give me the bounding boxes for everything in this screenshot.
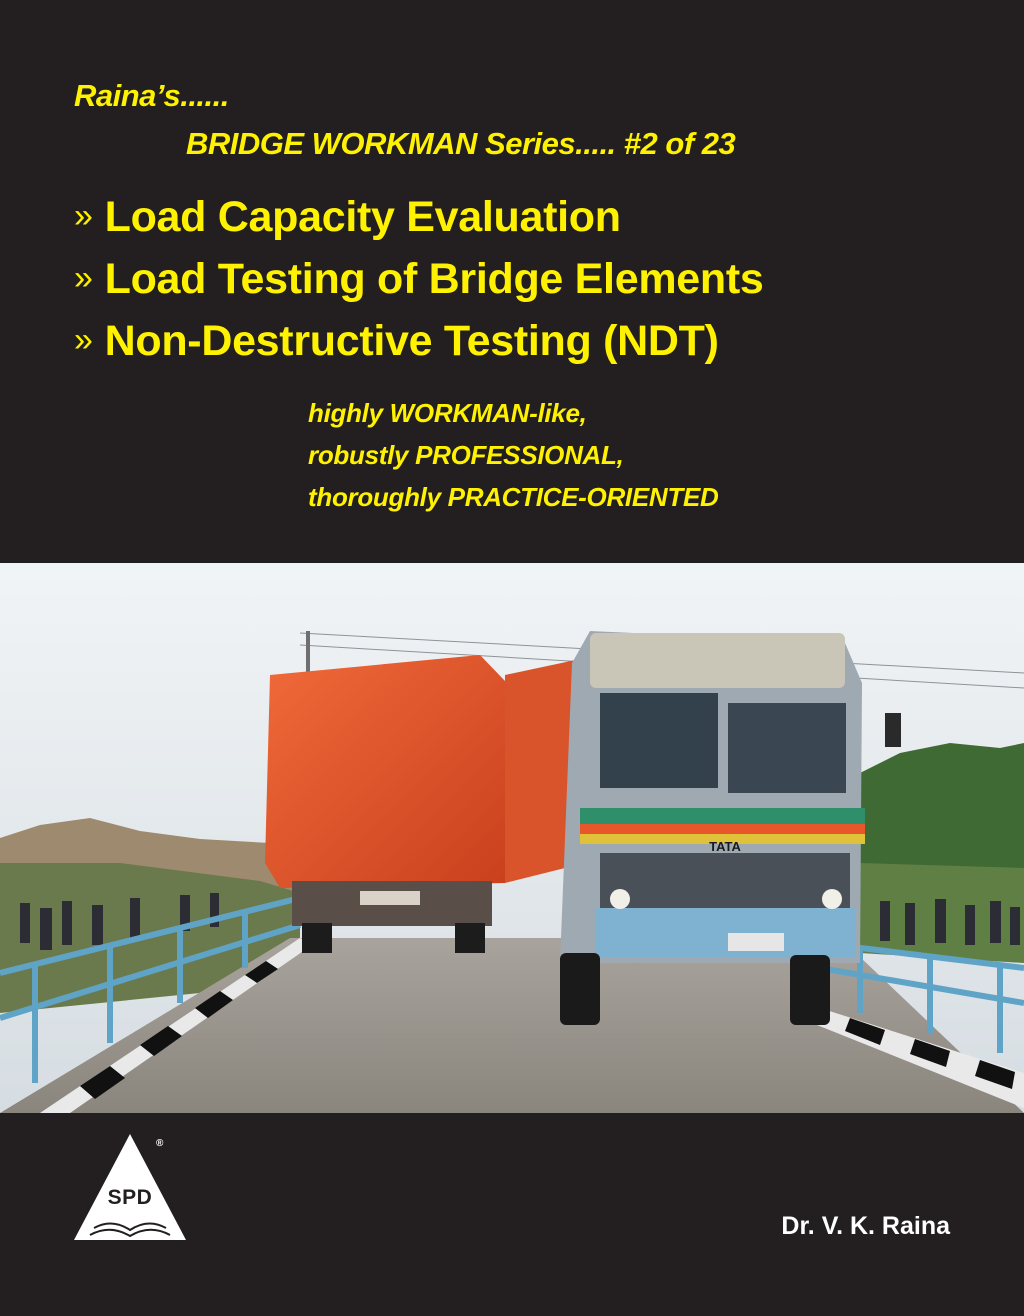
topic-item: [74, 186, 763, 248]
author-prefix: Raina’s......: [74, 78, 229, 113]
author-name: Dr. V. K. Raina: [781, 1212, 950, 1240]
topic-label: Non-Destructive Testing (NDT): [104, 317, 719, 365]
topic-item: [74, 248, 763, 310]
truck-rear: [265, 655, 505, 953]
registered-mark: ®: [156, 1138, 164, 1149]
publisher-logo: [72, 1132, 188, 1244]
tagline: thoroughly PRACTICE-ORIENTED: [308, 482, 719, 512]
truck-badge: TATA: [709, 839, 741, 854]
series-title: BRIDGE WORKMAN Series..... #2 of 23: [186, 126, 736, 161]
cover-photo-trucks-on-bridge: [0, 563, 1024, 1113]
topic-list: [74, 186, 763, 372]
topic-label: Load Capacity Evaluation: [104, 193, 621, 241]
topic-item: [74, 310, 763, 372]
publisher-logo-text: SPD: [107, 1186, 153, 1209]
bullet-icon: »: [74, 321, 93, 359]
bullet-icon: »: [74, 259, 93, 297]
tagline-list: [308, 392, 718, 518]
bullet-icon: »: [74, 197, 93, 235]
tagline: robustly PROFESSIONAL,: [308, 440, 624, 470]
tagline: highly WORKMAN-like,: [308, 398, 587, 428]
topic-label: Load Testing of Bridge Elements: [104, 255, 764, 303]
